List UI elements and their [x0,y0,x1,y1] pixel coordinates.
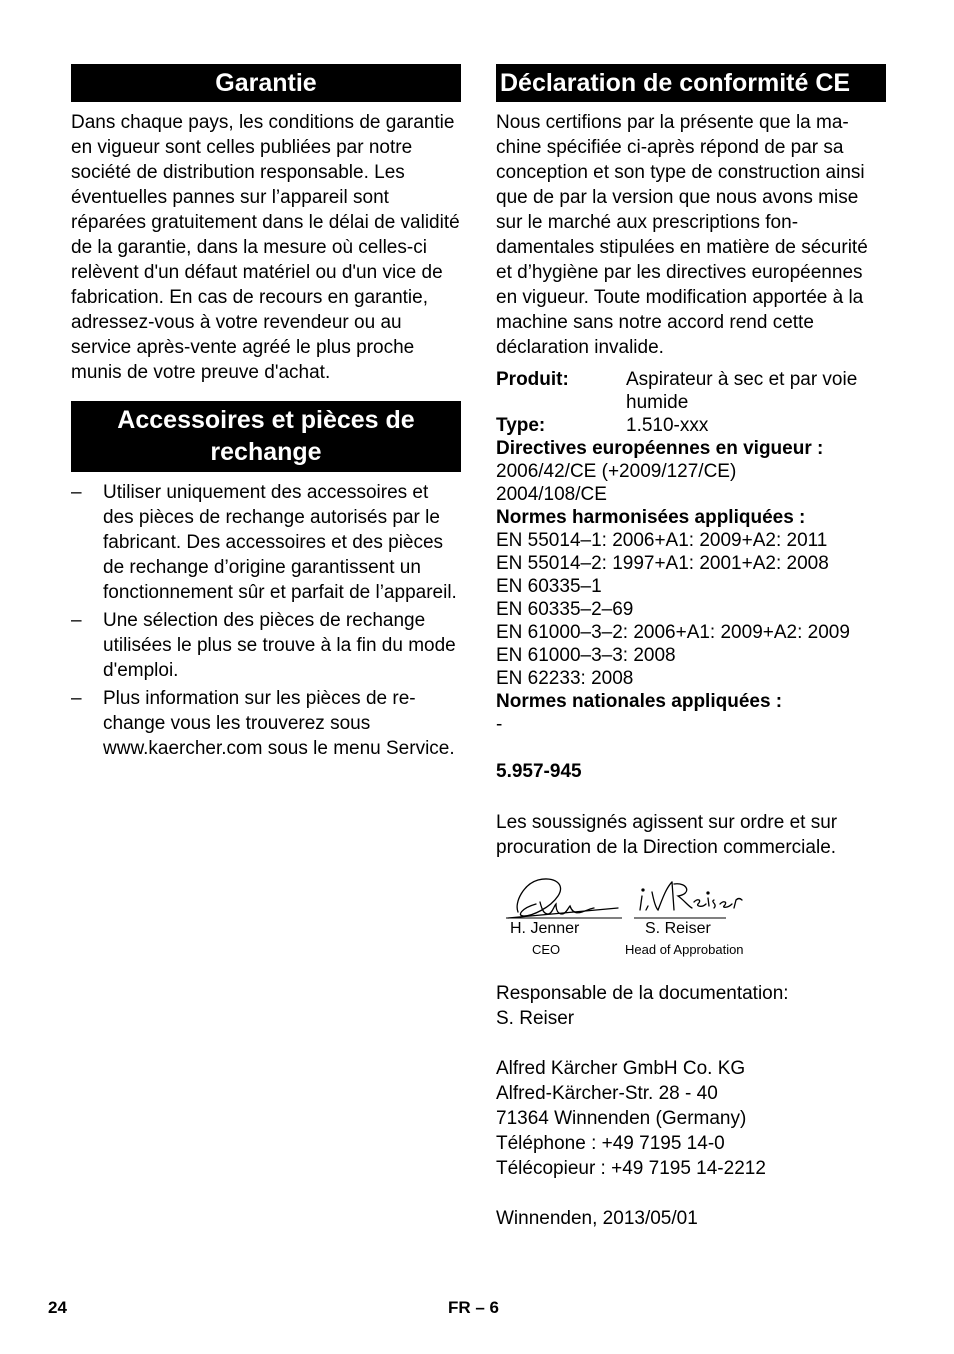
signatory2-name: S. Reiser [645,920,711,937]
norme-line: EN 60335–1 [496,576,602,597]
nationales-heading: Normes nationales appliquées : [496,691,783,712]
norme-line: EN 55014–1: 2006+A1: 2009+A2: 2011 [496,530,828,551]
directive-line: 2006/42/CE (+2009/127/CE) [496,461,737,482]
garantie-heading: Garantie [71,64,461,102]
norme-line: EN 61000–3–3: 2008 [496,645,676,666]
list-item [71,608,461,683]
type-label: Type: [496,415,546,436]
dash-bullet: – [71,482,82,503]
garantie-text: Dans chaque pays, les conditions de garantie en vigueur sont celles publiées par notre société de distribution responsable. Les éventuelles pannes sur l’appareil sont réparées gratuitement dans le délai de validité de la garantie, dans la mesure où celles-ci relèvent d'un défaut matériel ou d'un vice de fabrication. En cas de recours en garantie, adressez-vous à votre revendeur ou au service après-vente agréé le plus proche munis de votre preuve d'achat. [71,112,460,383]
address-line: 71364 Winnenden (Germany) [496,1108,747,1129]
declaration-intro: Nous certifions par la présente que la machine spécifiée ci-après répond de par sa conception et son type de construction ainsi que de par la version que nous avons mise sur le marché aux prescriptions fondamentales stipulées en matière de sécurité et d’hygiène par les directives européennes en vigueur. Toute modification apportée à la machine sans notre accord rend cette déclaration invalide. [496,112,868,358]
section-label: FR – 6 [448,1298,500,1317]
dash-bullet: – [71,610,82,631]
dash-bullet: – [71,688,82,709]
produit-label: Produit: [496,369,569,390]
norme-line: EN 61000–3–2: 2006+A1: 2009+A2: 2009 [496,622,850,643]
page-number: 24 [48,1298,67,1317]
signatures [496,874,886,962]
directives-heading: Directives européennes en vigueur : [496,438,824,459]
norme-line: EN 62233: 2008 [496,668,634,689]
list-item [71,686,461,761]
list-item-text: Utiliser uniquement des accessoires et des pièces de rechange autorisés par le fabricant. Des accessoires et des pièces de rechange d’origine garantissent un fonctionnement sûr et parfait de l’appareil. [103,482,457,603]
signatory1-role: CEO [532,942,561,957]
type-row [496,414,886,437]
signatory1-name: H. Jenner [510,920,580,937]
accessoires-list [71,480,461,761]
list-item [71,480,461,605]
declaration-heading: Déclaration de conformité CE [496,64,886,102]
signatory2-role: Head of Approbation [625,942,744,957]
nationales-value: - [496,714,503,735]
left-column [71,64,461,764]
norme-line: EN 55014–2: 1997+A1: 2001+A2: 2008 [496,553,829,574]
address-line: Alfred Kärcher GmbH Co. KG [496,1058,746,1079]
responsable-name: S. Reiser [496,1008,575,1029]
normes-heading: Normes harmonisées appliquées : [496,507,806,528]
responsable-label: Responsable de la documentation: [496,983,789,1004]
directive-line: 2004/108/CE [496,484,607,505]
produit-value: Aspirateur à sec et par voie humide [626,369,858,413]
list-item-text: Une sélection des pièces de rechange utilisées le plus se trouve à la fin du mode d'emploi. [103,610,456,681]
document-code: 5.957-945 [496,761,582,782]
address-line: Téléphone : +49 7195 14-0 [496,1133,725,1154]
produit-row [496,368,886,414]
list-item-text: Plus information sur les pièces de rechange vous les trouverez sous www.kaercher.com sous le menu Service. [103,688,455,759]
type-value: 1.510-xxx [626,415,709,436]
address-line: Télécopieur : +49 7195 14-2212 [496,1158,766,1179]
soussignes-text: Les soussignés agissent sur ordre et sur procuration de la Direction commerciale. [496,812,838,858]
accessoires-heading: Accessoires et pièces de rechange [71,401,461,472]
right-column [496,64,886,1231]
address-line: Alfred-Kärcher-Str. 28 - 40 [496,1083,718,1104]
norme-line: EN 60335–2–69 [496,599,634,620]
place-date: Winnenden, 2013/05/01 [496,1208,698,1229]
